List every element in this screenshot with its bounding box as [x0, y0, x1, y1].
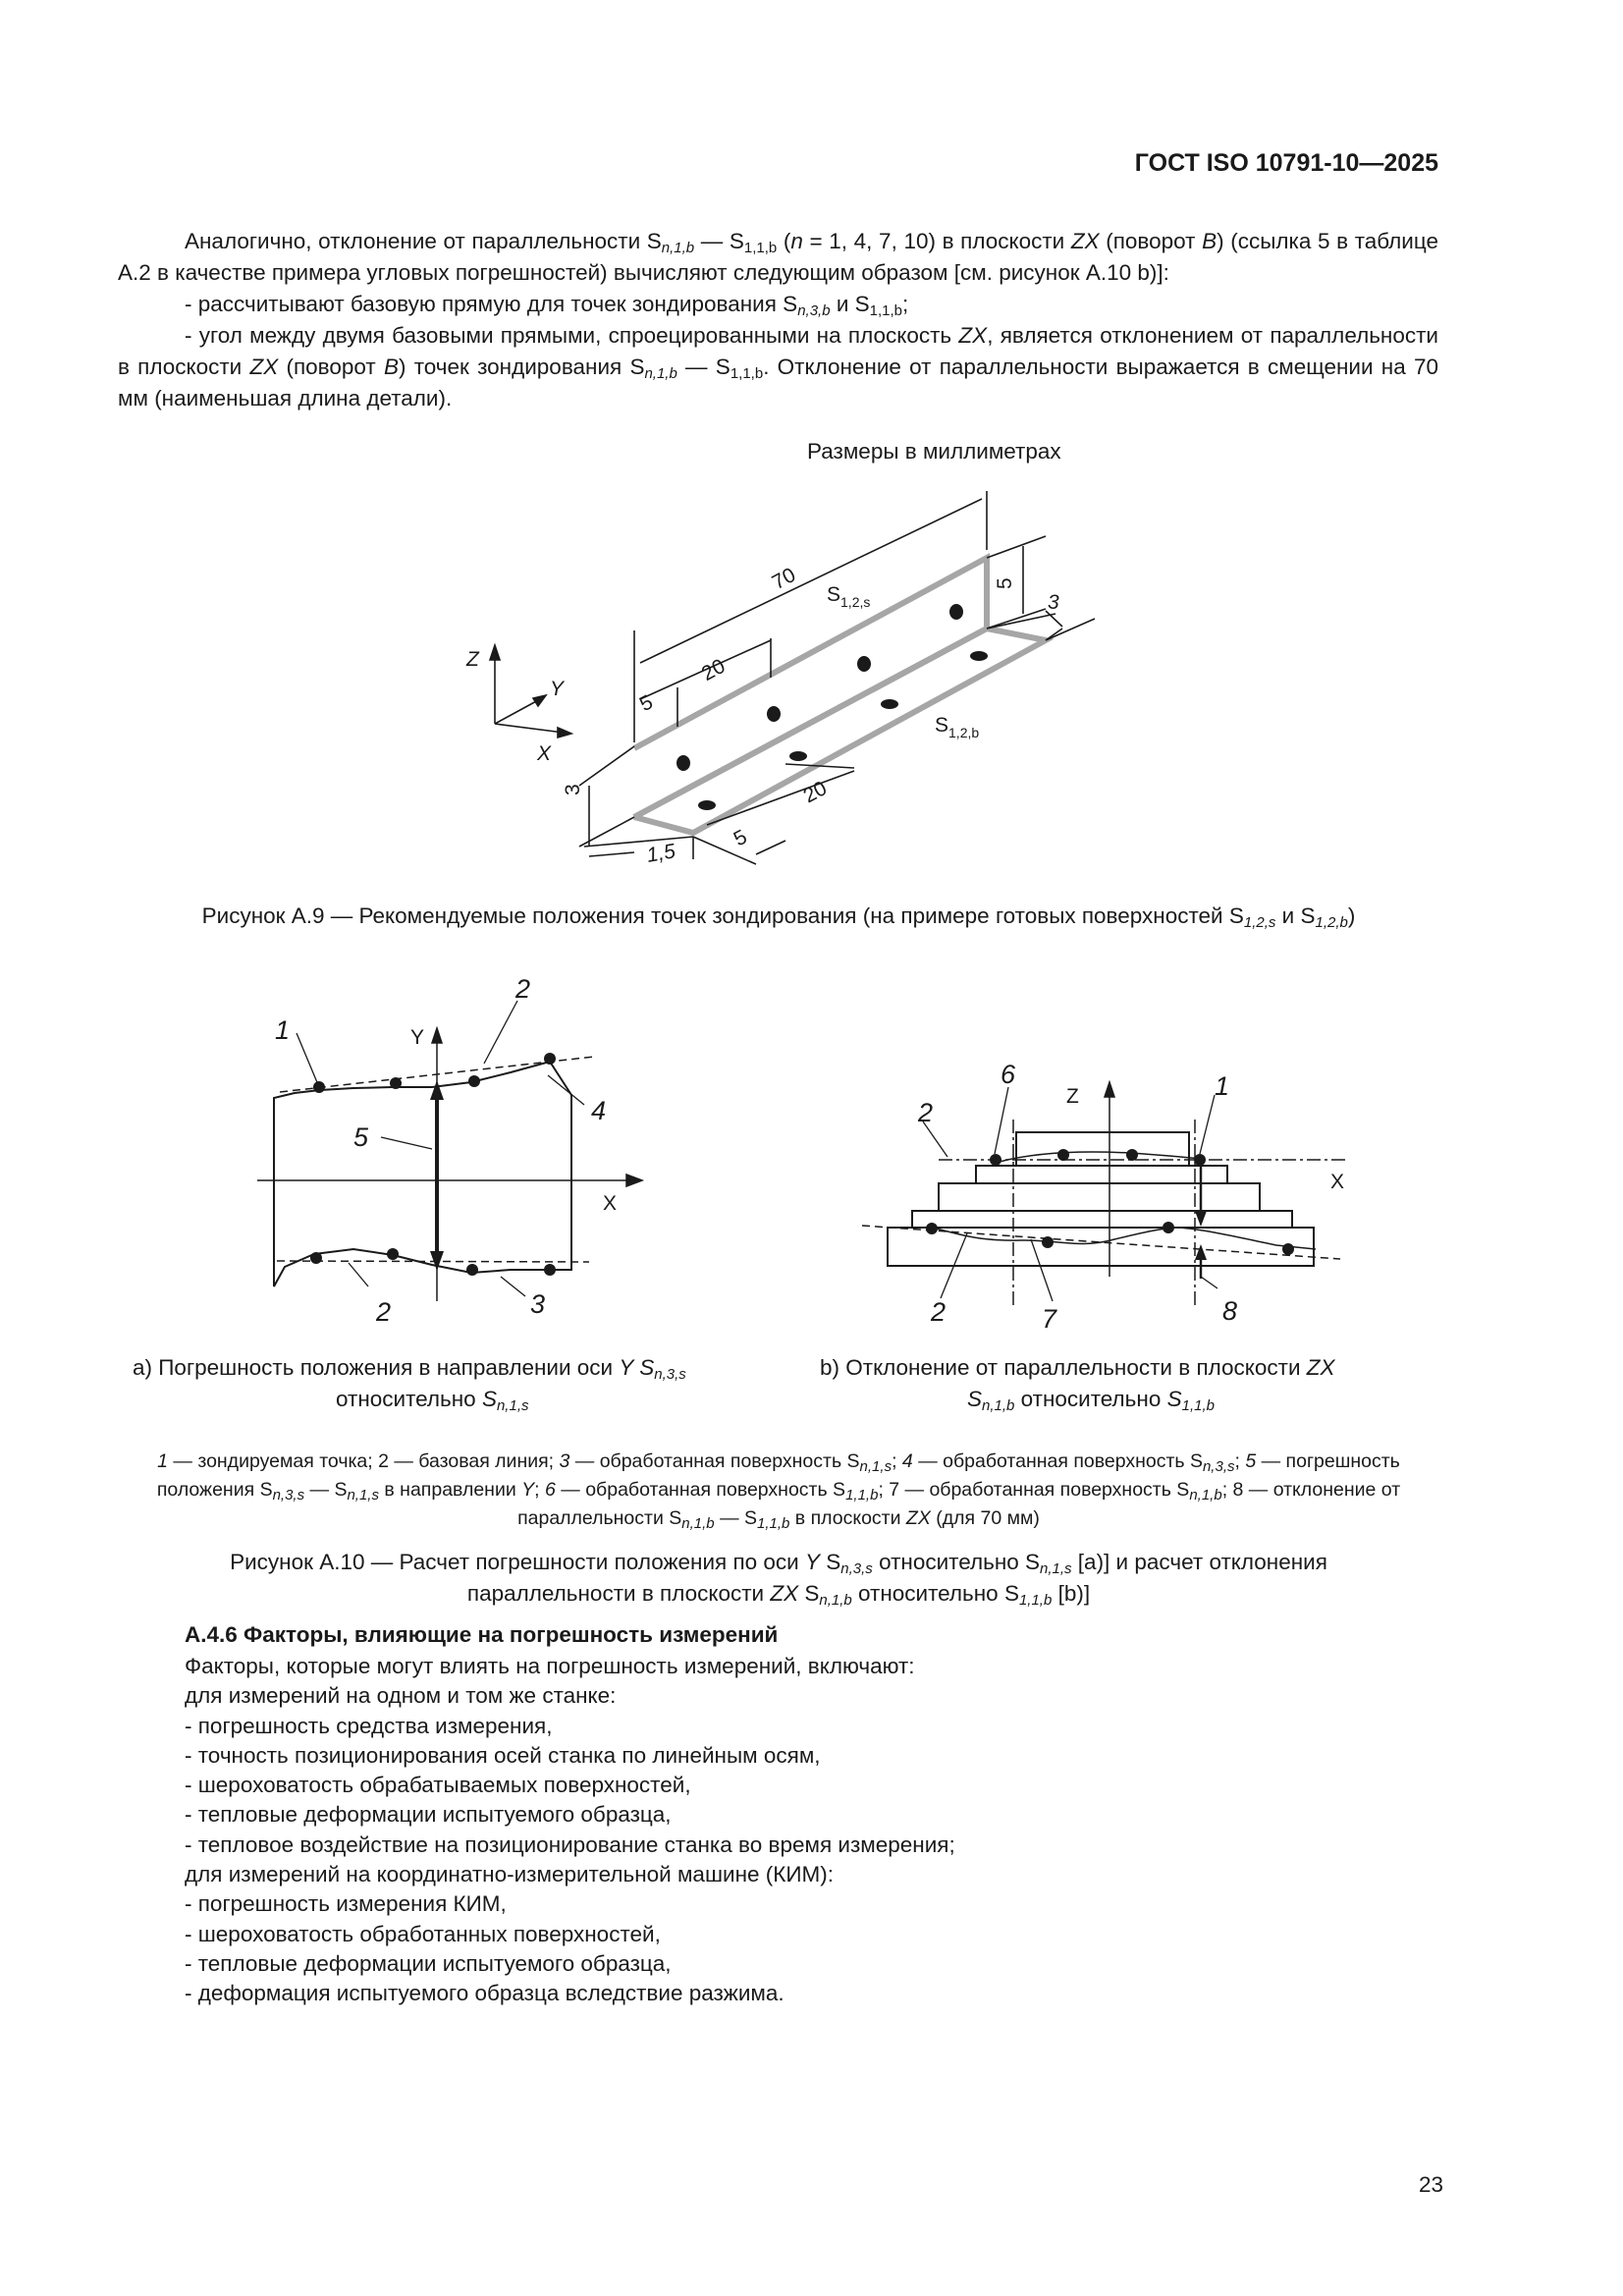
label-1: 1 — [275, 1015, 291, 1045]
dim-5-left: 5 — [635, 690, 657, 717]
label-2-top: 2 — [515, 974, 531, 1004]
list-line: для измерений на координатно-измерительной машине (КИМ): — [185, 1862, 835, 1887]
list-line: для измерений на одном и том же станке: — [185, 1683, 617, 1709]
label-2-top-b: 2 — [918, 1098, 934, 1127]
axis-x-label-b: X — [1330, 1171, 1345, 1193]
list-item: - тепловые деформации испытуемого образца, — [185, 1950, 672, 1976]
figure-a10a-drawing — [226, 967, 658, 1336]
dim-1-5: 1,5 — [644, 840, 677, 867]
list-item: - точность позиционирования осей станка по линейным осям, — [185, 1742, 821, 1768]
intro-paragraph: Аналогично, отклонение от параллельности $S_{n,1,b}$ — $S_{1,1,b}$ (n = 1, 4, 7, 10) в плоскости ZX (поворот B) (ссылка 5 в таблице А.2 в качестве примера угловых погрешностей) вычисляют следующим образом [см. рисунок А.10 b)]: — [118, 229, 1438, 285]
axis-z-label: Z — [466, 648, 479, 671]
label-5: 5 — [353, 1122, 369, 1152]
figure-a10-caption-line-1: Рисунок А.10 — Расчет погрешности положения по оси Y $S_{n,3,s}$ относительно $S_{n,1,s}$ [a)] и расчет отклонения — [230, 1550, 1327, 1577]
list-item: - шероховатость обработанных поверхностей, — [185, 1921, 661, 1946]
dim-3-top: 3 — [1048, 591, 1059, 614]
list-item: - погрешность средства измерения, — [185, 1713, 553, 1738]
dim-5-bottom: 5 — [730, 825, 751, 851]
subcaption-b — [820, 1352, 1429, 1415]
surface-s12b-label: $S_{1,2,b}$ — [935, 714, 980, 740]
axis-y-label: Y — [550, 678, 565, 700]
list-line: Факторы, которые могут влиять на погрешность измерений, включают: — [185, 1654, 915, 1678]
label-3: 3 — [530, 1289, 546, 1319]
list-item: - тепловое воздействие на позиционирование станка во время измерения; — [185, 1831, 955, 1857]
leader-lines-b — [923, 1087, 1217, 1301]
label-2-bottom-b: 2 — [931, 1297, 947, 1327]
dim-20-bottom: 20 — [799, 777, 831, 808]
figure-a9-caption: Рисунок А.9 — Рекомендуемые положения точек зондирования (на примере готовых поверхностей $S_{1,2,s}$ и $S_{1,2,b}$) — [201, 903, 1356, 931]
label-6: 6 — [1001, 1060, 1016, 1089]
figure-a10b-drawing — [854, 1041, 1345, 1336]
document-id: ГОСТ ISO 10791-10—2025 — [1134, 149, 1438, 177]
surface-s12s-label: $S_{1,2,s}$ — [827, 583, 871, 610]
factors-list — [185, 1652, 955, 2009]
page-number: 23 — [1418, 2172, 1443, 2197]
axis-x-label: X — [537, 742, 552, 765]
subcaption-b-line-2: $S_{n,1,b}$ относительно $S_{1,1,b}$ — [967, 1387, 1215, 1414]
dim-70: 70 — [768, 563, 800, 595]
dim-3-left: 3 — [562, 784, 584, 795]
dim-5-top: 5 — [994, 577, 1016, 589]
subcaption-a — [133, 1352, 810, 1415]
intro-bullet-1: - рассчитывают базовую прямую для точек зондирования $S_{n,3,b}$ и $S_{1,1,b}$; — [185, 292, 909, 319]
list-item: - тепловые деформации испытуемого образца, — [185, 1802, 672, 1828]
axis-y-label-a: Y — [410, 1026, 425, 1049]
list-item: - погрешность измерения КИМ, — [185, 1891, 507, 1917]
figure-a10-legend: 1 — зондируемая точка; 2 — базовая линия; 3 — обработанная поверхность $S_{n,1,s}$; 4 — обработанная поверхность $S_{n,3,s}$; 5 — погрешность положения $S_{n,3,s}$ — $S_{n,1,s}$ в направлении Y; 6 — обработанная поверхность $S_{1,1,b}$; 7 — обработанная поверхность $S_{n,1,b}$; 8 — отклонение от параллельности $S_{n,1,b}$ — $S_{1,1,b}$ в плоскости ZX (для 70 мм) — [156, 1450, 1401, 1532]
dim-20-top: 20 — [697, 654, 730, 686]
figure-a10-caption — [116, 1547, 1441, 1610]
reference-lines — [862, 1082, 1345, 1306]
label-2-bottom: 2 — [376, 1297, 392, 1327]
label-4: 4 — [591, 1096, 607, 1125]
list-item: - деформация испытуемого образца вследствие разжима. — [185, 1981, 784, 2006]
figure-a10-caption-line-2: параллельности в плоскости ZX $S_{n,1,b}$ относительно $S_{1,1,b}$ [b)] — [466, 1581, 1091, 1609]
dimensions-note: Размеры в миллиметрах — [807, 439, 1061, 464]
list-item: - шероховатость обрабатываемых поверхностей, — [185, 1773, 691, 1798]
intro-bullet-2: - угол между двумя базовыми прямыми, спроецированными на плоскость ZX, является отклонением от параллельности в плоскости ZX (поворот B) точек зондирования $S_{n,1,b}$ — $S_{1,1,b}$. Отклонение от параллельности выражается в смещении на 70 мм (наименьшая длина детали). — [118, 323, 1438, 410]
label-8: 8 — [1222, 1296, 1238, 1326]
axis-x-label-a: X — [603, 1192, 618, 1215]
figure-a9-drawing — [452, 491, 1139, 884]
label-1-b: 1 — [1215, 1071, 1230, 1101]
subcaption-a-line-1: a) Погрешность положения в направлении оси Y $S_{n,3,s}$ — [133, 1355, 686, 1383]
subcaption-b-line-1: b) Отклонение от параллельности в плоскости ZX — [820, 1355, 1335, 1380]
subcaption-a-line-2: относительно $S_{n,1,s}$ — [336, 1387, 529, 1414]
label-7: 7 — [1042, 1304, 1057, 1334]
section-heading: А.4.6 Факторы, влияющие на погрешность измерений — [185, 1622, 779, 1647]
axis-z-label-b: Z — [1066, 1085, 1079, 1108]
